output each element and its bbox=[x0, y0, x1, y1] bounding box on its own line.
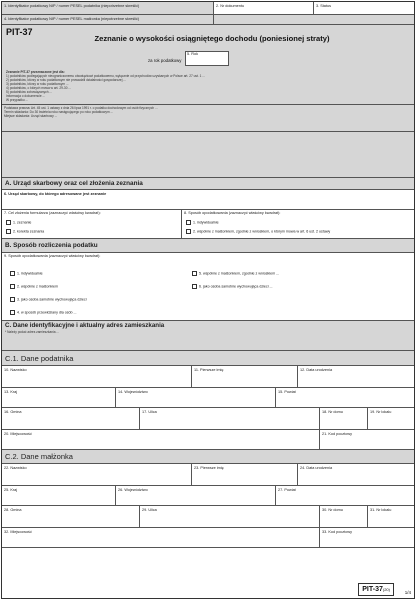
year-field[interactable] bbox=[185, 51, 229, 66]
section-a-header: A. Urząd skarbowy oraz cel złożenia zeznania bbox=[2, 178, 414, 190]
checkbox-icon[interactable] bbox=[192, 284, 197, 289]
purpose-option-label: 2. korekta zeznania bbox=[13, 229, 45, 234]
footer-blank bbox=[2, 548, 415, 588]
c2-header: C.2. Dane małżonka bbox=[2, 450, 414, 464]
section-c-note: * Należy podać adres zamieszkania ... bbox=[5, 330, 60, 334]
purpose-option-label: 1. zeznanie bbox=[13, 220, 32, 225]
field-label: 31. Nr lokalu bbox=[370, 508, 392, 512]
deadline: Termin składania: Do 30 kwietnia roku następującego po roku podatkowym ... bbox=[4, 110, 114, 114]
method-option-label: 1. indywidualnie bbox=[193, 220, 219, 225]
settlement-option-label: 4. w sposób przewidziany dla osób ... bbox=[17, 310, 77, 315]
settlement-option-label: 2. wspólnie z małżonkiem bbox=[17, 284, 58, 289]
method-option-label: 2. wspólnie z małżonkiem, zgodnie z wnioskiem, o którym mowa w art. 6 ust. 2 ustawy bbox=[193, 229, 331, 234]
settlement-field bbox=[2, 253, 415, 321]
checkbox-icon[interactable] bbox=[192, 271, 197, 276]
method-option-individual[interactable] bbox=[186, 220, 219, 225]
top-filler bbox=[214, 15, 415, 25]
c1-city-field[interactable] bbox=[2, 430, 320, 450]
nip2-field[interactable] bbox=[2, 15, 214, 25]
section-b-header: B. Sposób rozliczenia podatku bbox=[2, 239, 414, 253]
c2-commune-field[interactable] bbox=[2, 506, 140, 528]
tax-office-field[interactable] bbox=[2, 190, 415, 210]
settlement-option[interactable] bbox=[192, 284, 273, 289]
purpose-option-return[interactable] bbox=[6, 220, 31, 225]
c1-birthdate-field[interactable] bbox=[298, 366, 415, 388]
doc-number-field[interactable] bbox=[214, 2, 314, 15]
settlement-option-label: 1. indywidualnie bbox=[17, 271, 43, 276]
checkbox-icon[interactable] bbox=[186, 229, 191, 234]
intro-line: 1) podatników podlegających nieograniczonemu obowiązkowi podatkowemu, wyłącznie od przychodów uzyskanych w Polsce art. 27 ust. 1 ... bbox=[6, 74, 205, 78]
c1-county-field[interactable] bbox=[276, 388, 415, 408]
c1-house-no-field[interactable] bbox=[320, 408, 368, 430]
purpose-option-correction[interactable] bbox=[6, 229, 44, 234]
field-label: 20. Miejscowość bbox=[4, 432, 32, 436]
c1-flat-no-field[interactable] bbox=[368, 408, 415, 430]
method-field bbox=[182, 210, 415, 239]
field-label: 18. Nr domu bbox=[322, 410, 343, 414]
checkbox-icon[interactable] bbox=[10, 297, 15, 302]
form-title: Zeznanie o wysokości osiągniętego dochodu (poniesionej straty) bbox=[94, 34, 330, 43]
intro-line: Informacja o dokumencie ... bbox=[6, 94, 46, 98]
footer-code: PIT-37 bbox=[362, 586, 383, 593]
field-label: 13. Kraj bbox=[4, 390, 18, 394]
intro-heading: Zeznanie PIT-37 przeznaczone jest dla: bbox=[6, 70, 65, 74]
settlement-label: 9. Sposób opodatkowania (zaznaczyć właściwy kwadrat): bbox=[4, 254, 101, 258]
checkbox-icon[interactable] bbox=[6, 220, 11, 225]
purpose-label: 7. Cel złożenia formularza (zaznaczyć właściwy kwadrat): bbox=[4, 211, 101, 215]
intro-line: 4) podatników, o których mowa w art. 29-30 ... bbox=[6, 86, 72, 90]
purpose-field bbox=[2, 210, 182, 239]
c1-country-field[interactable] bbox=[2, 388, 116, 408]
nip-field[interactable] bbox=[2, 2, 214, 15]
c1-street-field[interactable] bbox=[140, 408, 320, 430]
field-label: 10. Nazwisko bbox=[4, 368, 27, 372]
settlement-option[interactable] bbox=[192, 271, 279, 276]
section-c-title: C. Dane identyfikacyjne i aktualny adres zamieszkania bbox=[5, 322, 165, 329]
settlement-option-label: 6. jako osoba samotnie wychowująca dzieci ... bbox=[199, 284, 273, 289]
c1-surname-field[interactable] bbox=[2, 366, 192, 388]
c2-surname-field[interactable] bbox=[2, 464, 192, 486]
status-field[interactable] bbox=[314, 2, 415, 15]
form-header bbox=[2, 25, 415, 105]
legal-basis: Podstawa prawna: Art. 45 ust. 1 ustawy z dnia 26 lipca 1991 r. o podatku dochodowym od osób fizycznych ... bbox=[4, 106, 158, 110]
field-label: 32. Miejscowość bbox=[4, 530, 32, 534]
section-c-header bbox=[2, 321, 414, 351]
settlement-option[interactable] bbox=[10, 284, 58, 289]
c1-postcode-field[interactable] bbox=[320, 430, 415, 450]
status-label: 3. Status bbox=[316, 4, 331, 8]
c1-province-field[interactable] bbox=[116, 388, 276, 408]
field-label: 12. Data urodzenia bbox=[300, 368, 333, 372]
field-label: 11. Pierwsze imię bbox=[194, 368, 224, 372]
doc-number-label: 2. Nr dokumentu bbox=[216, 4, 245, 8]
settlement-option[interactable] bbox=[10, 271, 43, 276]
settlement-option-label: 5. wspólnie z małżonkiem, zgodnie z wnioskiem ... bbox=[199, 271, 280, 276]
field-label: 25. Kraj bbox=[4, 488, 18, 492]
filing-place: Miejsce składania: Urząd skarbowy ... bbox=[4, 114, 58, 118]
intro-line: W przypadku ... bbox=[6, 98, 29, 102]
checkbox-icon[interactable] bbox=[10, 271, 15, 276]
checkbox-icon[interactable] bbox=[6, 229, 11, 234]
checkbox-icon[interactable] bbox=[186, 220, 191, 225]
legal-block bbox=[2, 105, 415, 132]
c2-flat-no-field[interactable] bbox=[368, 506, 415, 528]
footer-page: 1/4 bbox=[404, 590, 411, 595]
year-field-label: 5. Rok bbox=[187, 52, 198, 56]
settlement-option-label: 3. jako osoba samotnie wychowująca dzieci bbox=[17, 297, 87, 302]
settlement-option[interactable] bbox=[10, 310, 77, 315]
field-label: 29. Ulica bbox=[142, 508, 157, 512]
field-label: 22. Nazwisko bbox=[4, 466, 27, 470]
field-label: 33. Kod pocztowy bbox=[322, 530, 352, 534]
checkbox-icon[interactable] bbox=[10, 284, 15, 289]
checkbox-icon[interactable] bbox=[10, 310, 15, 315]
c2-country-field[interactable] bbox=[2, 486, 116, 506]
c2-county-field[interactable] bbox=[276, 486, 415, 506]
field-label: 17. Ulica bbox=[142, 410, 157, 414]
pit37-form-page bbox=[1, 1, 415, 599]
intro-block bbox=[6, 70, 406, 102]
year-label: za rok podatkowy bbox=[148, 58, 182, 63]
field-label: 27. Powiat bbox=[278, 488, 296, 492]
field-label: 24. Data urodzenia bbox=[300, 466, 333, 470]
c2-house-no-field[interactable] bbox=[320, 506, 368, 528]
c2-firstname-field[interactable] bbox=[192, 464, 298, 486]
section-a-body bbox=[2, 132, 415, 178]
nip2-label: 4. Identyfikator podatkowy NIP / numer PESEL małżonka (niepotrzebne skreślić) bbox=[4, 17, 140, 21]
intro-line: 3) podatników, którzy w roku podatkowym ... bbox=[6, 82, 69, 86]
c2-postcode-field[interactable] bbox=[320, 528, 415, 548]
field-label: 26. Województwo bbox=[118, 488, 148, 492]
c1-header: C.1. Dane podatnika bbox=[2, 351, 414, 366]
field-label: 23. Pierwsze imię bbox=[194, 466, 224, 470]
c1-firstname-field[interactable] bbox=[192, 366, 298, 388]
c2-city-field[interactable] bbox=[2, 528, 320, 548]
field-label: 30. Nr domu bbox=[322, 508, 343, 512]
form-code: PIT-37 bbox=[6, 27, 33, 37]
nip-label: 1. Identyfikator podatkowy NIP / numer PESEL podatnika (niepotrzebne skreślić) bbox=[4, 4, 140, 8]
footer-version: (20) bbox=[382, 587, 390, 592]
c2-province-field[interactable] bbox=[116, 486, 276, 506]
footer-form-code bbox=[358, 583, 394, 596]
field-label: 14. Województwo bbox=[118, 390, 148, 394]
field-label: 16. Gmina bbox=[4, 410, 22, 414]
field-label: 28. Gmina bbox=[4, 508, 22, 512]
field-label: 15. Powiat bbox=[278, 390, 296, 394]
c1-commune-field[interactable] bbox=[2, 408, 140, 430]
method-option-joint[interactable] bbox=[186, 229, 330, 234]
c2-birthdate-field[interactable] bbox=[298, 464, 415, 486]
field-label: 19. Nr lokalu bbox=[370, 410, 392, 414]
field-label: 21. Kod pocztowy bbox=[322, 432, 352, 436]
c2-street-field[interactable] bbox=[140, 506, 320, 528]
method-label: 8. Sposób opodatkowania (zaznaczyć właściwy kwadrat): bbox=[184, 211, 281, 215]
intro-line: 2) podatników, którzy w roku podatkowym nie prowadzili działalności gospodarczej ... bbox=[6, 78, 126, 82]
settlement-option[interactable] bbox=[10, 297, 87, 302]
tax-office-label: 6. Urząd skarbowy, do którego adresowane jest zeznanie bbox=[4, 192, 107, 196]
intro-line: 5) podatników zobowiązanych ... bbox=[6, 90, 53, 94]
